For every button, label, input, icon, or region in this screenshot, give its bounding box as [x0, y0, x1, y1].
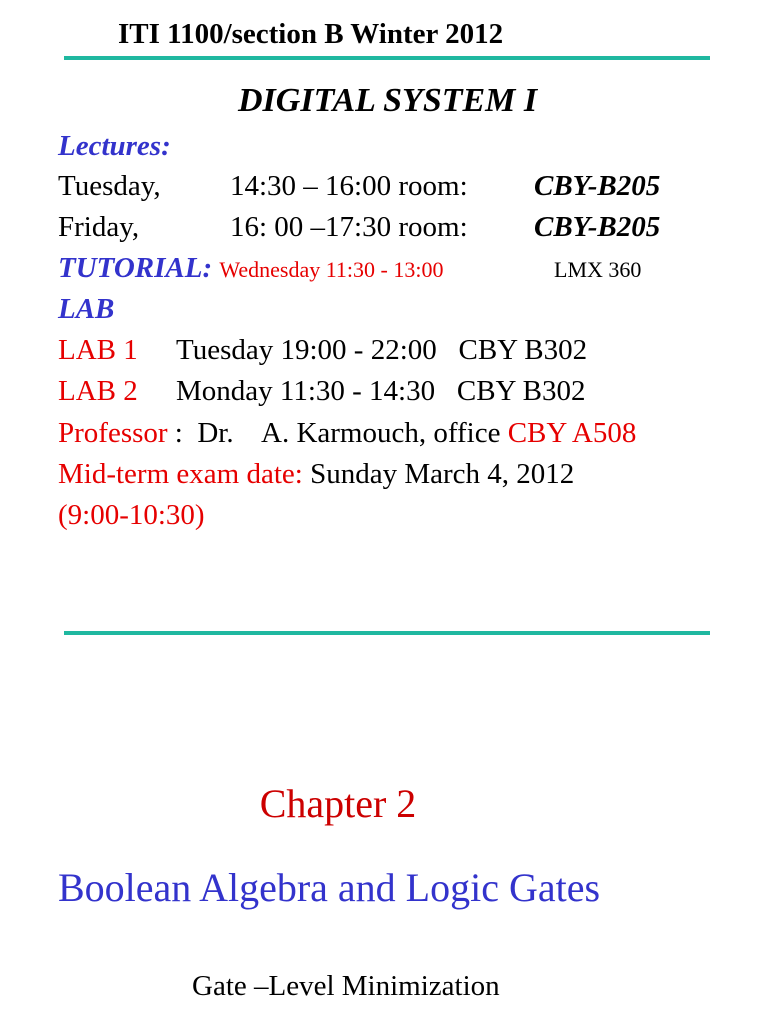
chapter-subtitle: Gate –Level Minimization — [192, 970, 500, 1002]
lab-detail: Monday 11:30 - 14:30 CBY B302 — [176, 375, 586, 407]
lecture-room: CBY-B205 — [534, 211, 661, 243]
lab-row-2 — [58, 371, 586, 411]
midterm-row — [58, 454, 574, 494]
lectures-label: Lectures: — [58, 130, 171, 162]
lab-row-1 — [58, 330, 588, 370]
professor-row — [58, 413, 636, 453]
page-title: DIGITAL SYSTEM I — [238, 82, 538, 119]
lecture-time: 16: 00 –17:30 room: — [230, 211, 468, 243]
tutorial-row — [58, 248, 642, 290]
professor-office: CBY A508 — [507, 417, 637, 449]
lab-name: LAB 2 — [58, 375, 138, 407]
lab-label: LAB — [58, 293, 115, 325]
lecture-time: 14:30 – 16:00 room: — [230, 170, 468, 202]
lab-name: LAB 1 — [58, 334, 138, 366]
lecture-room: CBY-B205 — [534, 170, 661, 202]
course-header: ITI 1100/section B Winter 2012 — [118, 18, 504, 50]
bottom-divider — [64, 631, 710, 635]
chapter-subject: Boolean Algebra and Logic Gates — [58, 865, 601, 910]
professor-name: Dr. A. Karmouch, office — [197, 417, 508, 449]
lab-detail: Tuesday 19:00 - 22:00 CBY B302 — [176, 334, 588, 366]
top-divider — [64, 56, 710, 60]
professor-label: Professor — [58, 417, 168, 449]
lecture-row-friday — [58, 207, 661, 247]
midterm-date: Sunday March 4, 2012 — [310, 458, 575, 490]
chapter-title: Chapter 2 — [259, 781, 417, 826]
lecture-day: Friday, — [58, 211, 140, 243]
lecture-day: Tuesday, — [58, 170, 161, 202]
midterm-time: (9:00-10:30) — [58, 499, 205, 531]
professor-separator: : — [167, 417, 198, 449]
tutorial-room: LMX 360 — [554, 257, 642, 282]
tutorial-label: TUTORIAL: — [58, 252, 213, 284]
lecture-row-tuesday — [58, 166, 661, 206]
midterm-label: Mid-term exam date: — [58, 458, 303, 490]
tutorial-time: Wednesday 11:30 - 13:00 — [219, 257, 444, 282]
